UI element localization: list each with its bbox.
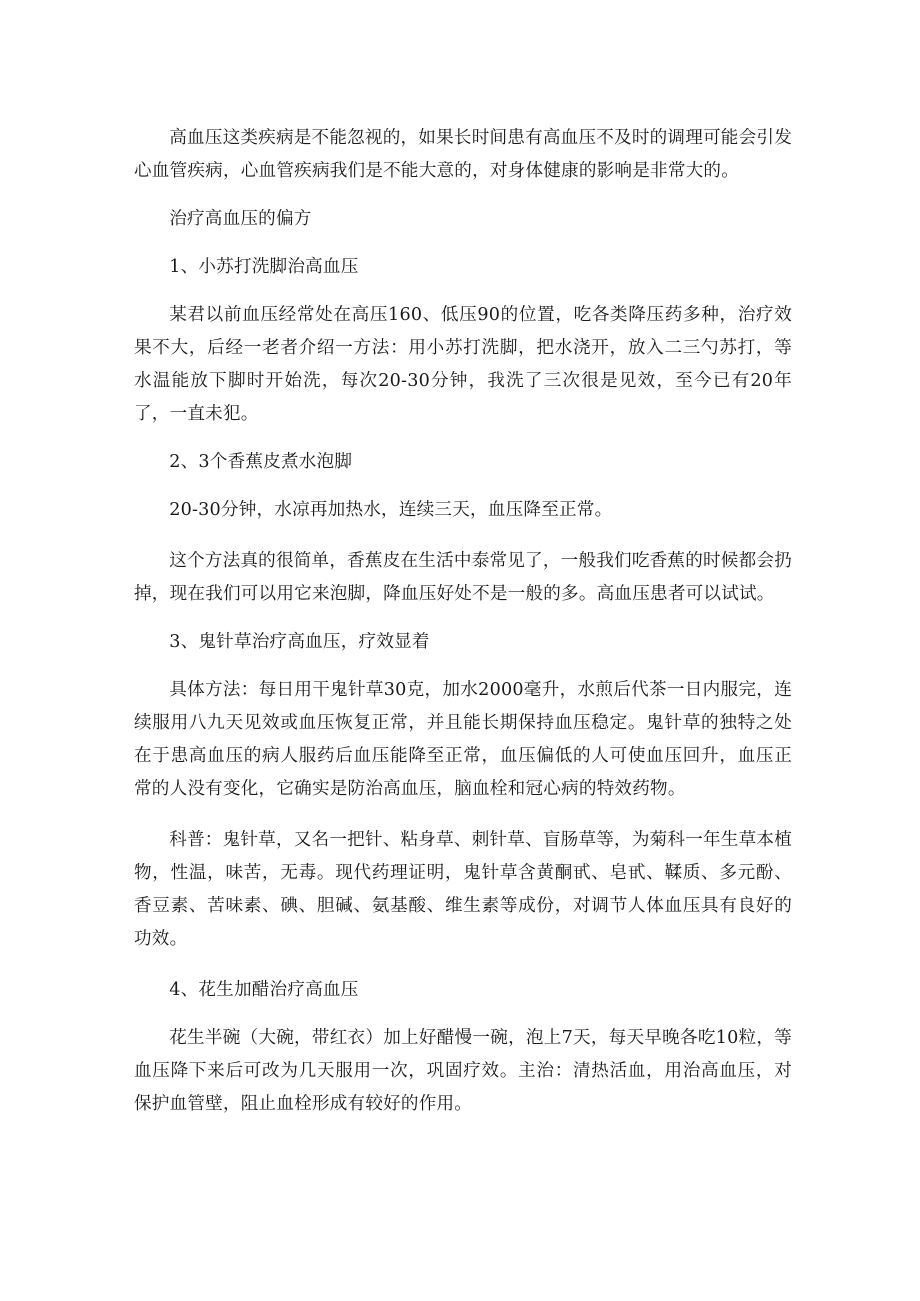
remedy-2-paragraph-2: 这个方法真的很简单，香蕉皮在生活中泰常见了，一般我们吃香蕉的时候都会扔掉，现在我们可以用它来泡脚，降血压好处不是一般的多。高血压患者可以试试。	[134, 551, 792, 604]
remedy-3-paragraph-2: 科普：鬼针草，又名一把针、粘身草、刺针草、盲肠草等，为菊科一年生草本植物，性温，味苦，无毒。现代药理证明，鬼针草含黄酮甙、皂甙、鞣质、多元酚、香豆素、苦味素、碘、胆碱、氨基酸、维生素等成份，对调节人体血压具有良好的功效。	[134, 830, 792, 949]
remedy-1-paragraph: 某君以前血压经常处在高压160、低压90的位置，吃各类降压药多种，治疗效果不大，后经一老者介绍一方法：用小苏打洗脚，把水浇开，放入二三勺苏打，等水温能放下脚时开始洗，每次20-30分钟，我洗了三次很是见效，至今已有20年了，一直未犯。	[134, 305, 792, 424]
remedy-4-paragraph: 花生半碗（大碗，带红衣）加上好醋慢一碗，泡上7天，每天早晚各吃10粒，等血压降下来后可改为几天服用一次，巩固疗效。主治：清热活血，用治高血压，对保护血管壁，阻止血栓形成有较好的作用。	[134, 1028, 792, 1114]
remedy-4-heading: 4、花生加醋治疗高血压	[169, 980, 359, 1000]
remedy-2-paragraph-1: 20-30分钟，水凉再加热水，连续三天，血压降至正常。	[169, 500, 613, 520]
remedy-2-heading: 2、3个香蕉皮煮水泡脚	[169, 452, 353, 472]
section-title: 治疗高血压的偏方	[169, 209, 312, 229]
remedy-3-heading: 3、鬼针草治疗高血压，疗效显着	[169, 632, 430, 652]
intro-paragraph: 高血压这类疾病是不能忽视的，如果长时间患有高血压不及时的调理可能会引发心血管疾病，心血管疾病我们是不能大意的，对身体健康的影响是非常大的。	[134, 128, 792, 181]
remedy-3-paragraph-1: 具体方法：每日用干鬼针草30克，加水2000毫升，水煎后代茶一日内服完，连续服用八九天见效或血压恢复正常，并且能长期保持血压稳定。鬼针草的独特之处在于患高血压的病人服药后血压能降至正常，血压偏低的人可使血压回升，血压正常的人没有变化，它确实是防治高血压，脑血栓和冠心病的特效药物。	[134, 680, 792, 799]
remedy-1-heading: 1、小苏打洗脚治高血压	[169, 257, 359, 277]
